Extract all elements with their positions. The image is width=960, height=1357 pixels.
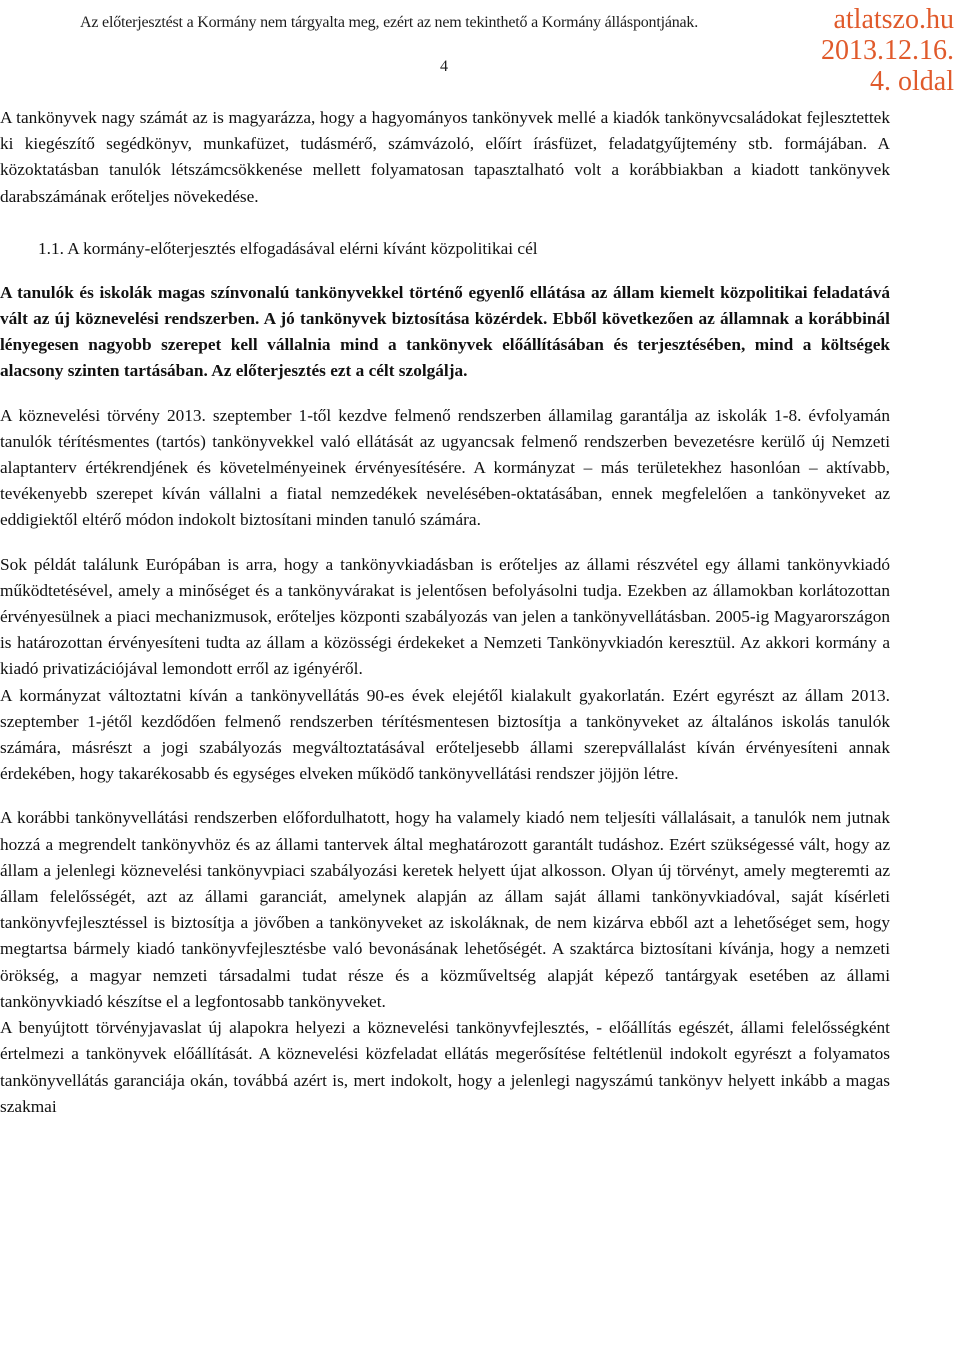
stamp-site: atlatszo.hu: [833, 4, 954, 35]
paragraph-government: A kormányzat változtatni kíván a tankönyvellátás 90-es évek elejétől kialakult gyakorlatán. Ezért egyrészt az állam 2013. szeptember 1-jétől kezdődően felmenő rendszerben térítésmentesen biztosítja a tankönyveket az általános iskolás tanulók számára, másrészt a jogi szabályozás megváltoztatásával erőteljesebb állami szerepvállalást kíván érvényesíteni annak érdekében, hogy takarékosabb és egységes elveken működő tankönyvellátási rendszer jöjjön létre.: [0, 685, 890, 784]
paragraph-intro: A tankönyvek nagy számát az is magyarázza, hogy a hagyományos tankönyvek mellé a kiadók tankönyvcsaládokat fejlesztettek ki kiegészítő segédkönyv, munkafüzet, tudásmérő, számvázoló, előírt írásfüzet, feladatgyűjtemény stb. formájában. A közoktatásban tanulók létszámcsökkenése mellett folyamatosan tapasztalható volt a korábbiakban a kiadott tankönyvek darabszámának erőteljes növekedése.: [0, 108, 890, 206]
paragraph-previous-system: A korábbi tankönyvellátási rendszerben előfordulhatott, hogy ha valamely kiadó nem teljesíti vállalásait, a tanulók nem jutnak hozzá a megrendelt tankönyvhöz és az állami tantervek által meghatározott garantált tudáshoz. Ezért szükségessé vált, hogy az állam a jelenlegi köznevelési tankönyvpiaci szabályozási keretek helyett újat alkosson. Olyan új törvényt, amely megteremti az állam felelősségét, azt az állami garanciát, amelynek alapján az állam saját állami tankönyvkiadóval, saját kísérleti tankönyvfejlesztéssel is biztosítja a jövőben a tankönyveket az iskoláknak, de nem kizárva ebből azt a lehetőséget sem, hogy megtartsa bármely kiadó tankönyvfejlesztésbe való bevonásának lehetőségét. A szaktárca biztosítani kívánja, hogy a nemzeti örökség, a magyar nemzeti társadalmi tudat része és a közműveltség alapját képező tantárgyak esetében az állami tankönyvkiadó készítse el a legfontosabb tankönyveket.: [0, 808, 890, 1011]
stamp-date: 2013.12.16.: [821, 35, 954, 66]
paragraph-goal-bold: A tanulók és iskolák magas színvonalú tankönyvekkel történő egyenlő ellátása az állam kiemelt közpolitikai feladatává vált az új köznevelési rendszerben. A jó tankönyvek biztosítása közérdek. Ebből következően az államnak a korábbinál lényegesen nagyobb szerepet kell vállalnia mind a tankönyvek előállításában és terjesztésében, mind a költségek alacsony szinten tartásában. Az előterjesztés ezt a célt szolgálja.: [0, 282, 890, 381]
paragraph-europe: Sok példát találunk Európában is arra, hogy a tankönyvkiadásban is erőteljes az állami részvétel egy állami tankönyvkiadó működtetésével, amely a minőséget és a tankönyvárakat is jelentősen befolyásolni tudja. Ezekben az államokban korlátozottan érvényesülnek a piaci mechanizmusok, erőteljes központi szabályozás van jelen a tankönyvellátásban. 2005-ig Magyarországon is határozottan érvényesíteni tudta az állam a közösségi érdekeket a Nemzeti Tankönyvkiadón keresztül. Az akkori kormány a kiadó privatizációjával lemondott erről az igényéről.: [0, 554, 890, 679]
stamp-page: 4. oldal: [870, 66, 954, 97]
page-number: 4: [440, 58, 448, 75]
document-body: [0, 105, 890, 1120]
section-heading: 1.1. A kormány-előterjesztés elfogadásával elérni kívánt közpolitikai cél: [38, 238, 538, 258]
page-header: [0, 0, 960, 110]
paragraph-law: A köznevelési törvény 2013. szeptember 1-től kezdve felmenő rendszerben államilag garantálja az iskolák 1-8. évfolyamán tanulók térítésmentes (tartós) tankönyvekkel való ellátását az ugyancsak felmenő rendszerben bevezetésre kerülő új Nemzeti alaptanterv értékrendjének és követelményeinek érvényesítésére. A kormányzat – más területekhez hasonlóan – aktívabb, tevékenyebb szerepet kíván vállalni a fiatal nemzedékek nevelésében-oktatásában, ennek megfelelően a tankönyveket az eddigiektől eltérő módon indokolt biztosítani minden tanuló számára.: [0, 405, 890, 530]
paragraph-bill: A benyújtott törvényjavaslat új alapokra helyezi a köznevelési tankönyvfejlesztés, - előállítás egészét, állami felelősségként értelmezi a tankönyvek előállítását. A köznevelési közfeladat ellátás megerősítése feltétlenül indokolt egyrészt a folyamatos tankönyvellátás garanciája okán, továbbá azért is, mert indokolt, hogy a jelenlegi nagyszámú tankönyv helyett inkább a magas szakmai: [0, 1018, 890, 1116]
source-stamp: [821, 4, 954, 97]
running-title: Az előterjesztést a Kormány nem tárgyalta meg, ezért az nem tekinthető a Kormány álláspontjának.: [80, 14, 699, 31]
